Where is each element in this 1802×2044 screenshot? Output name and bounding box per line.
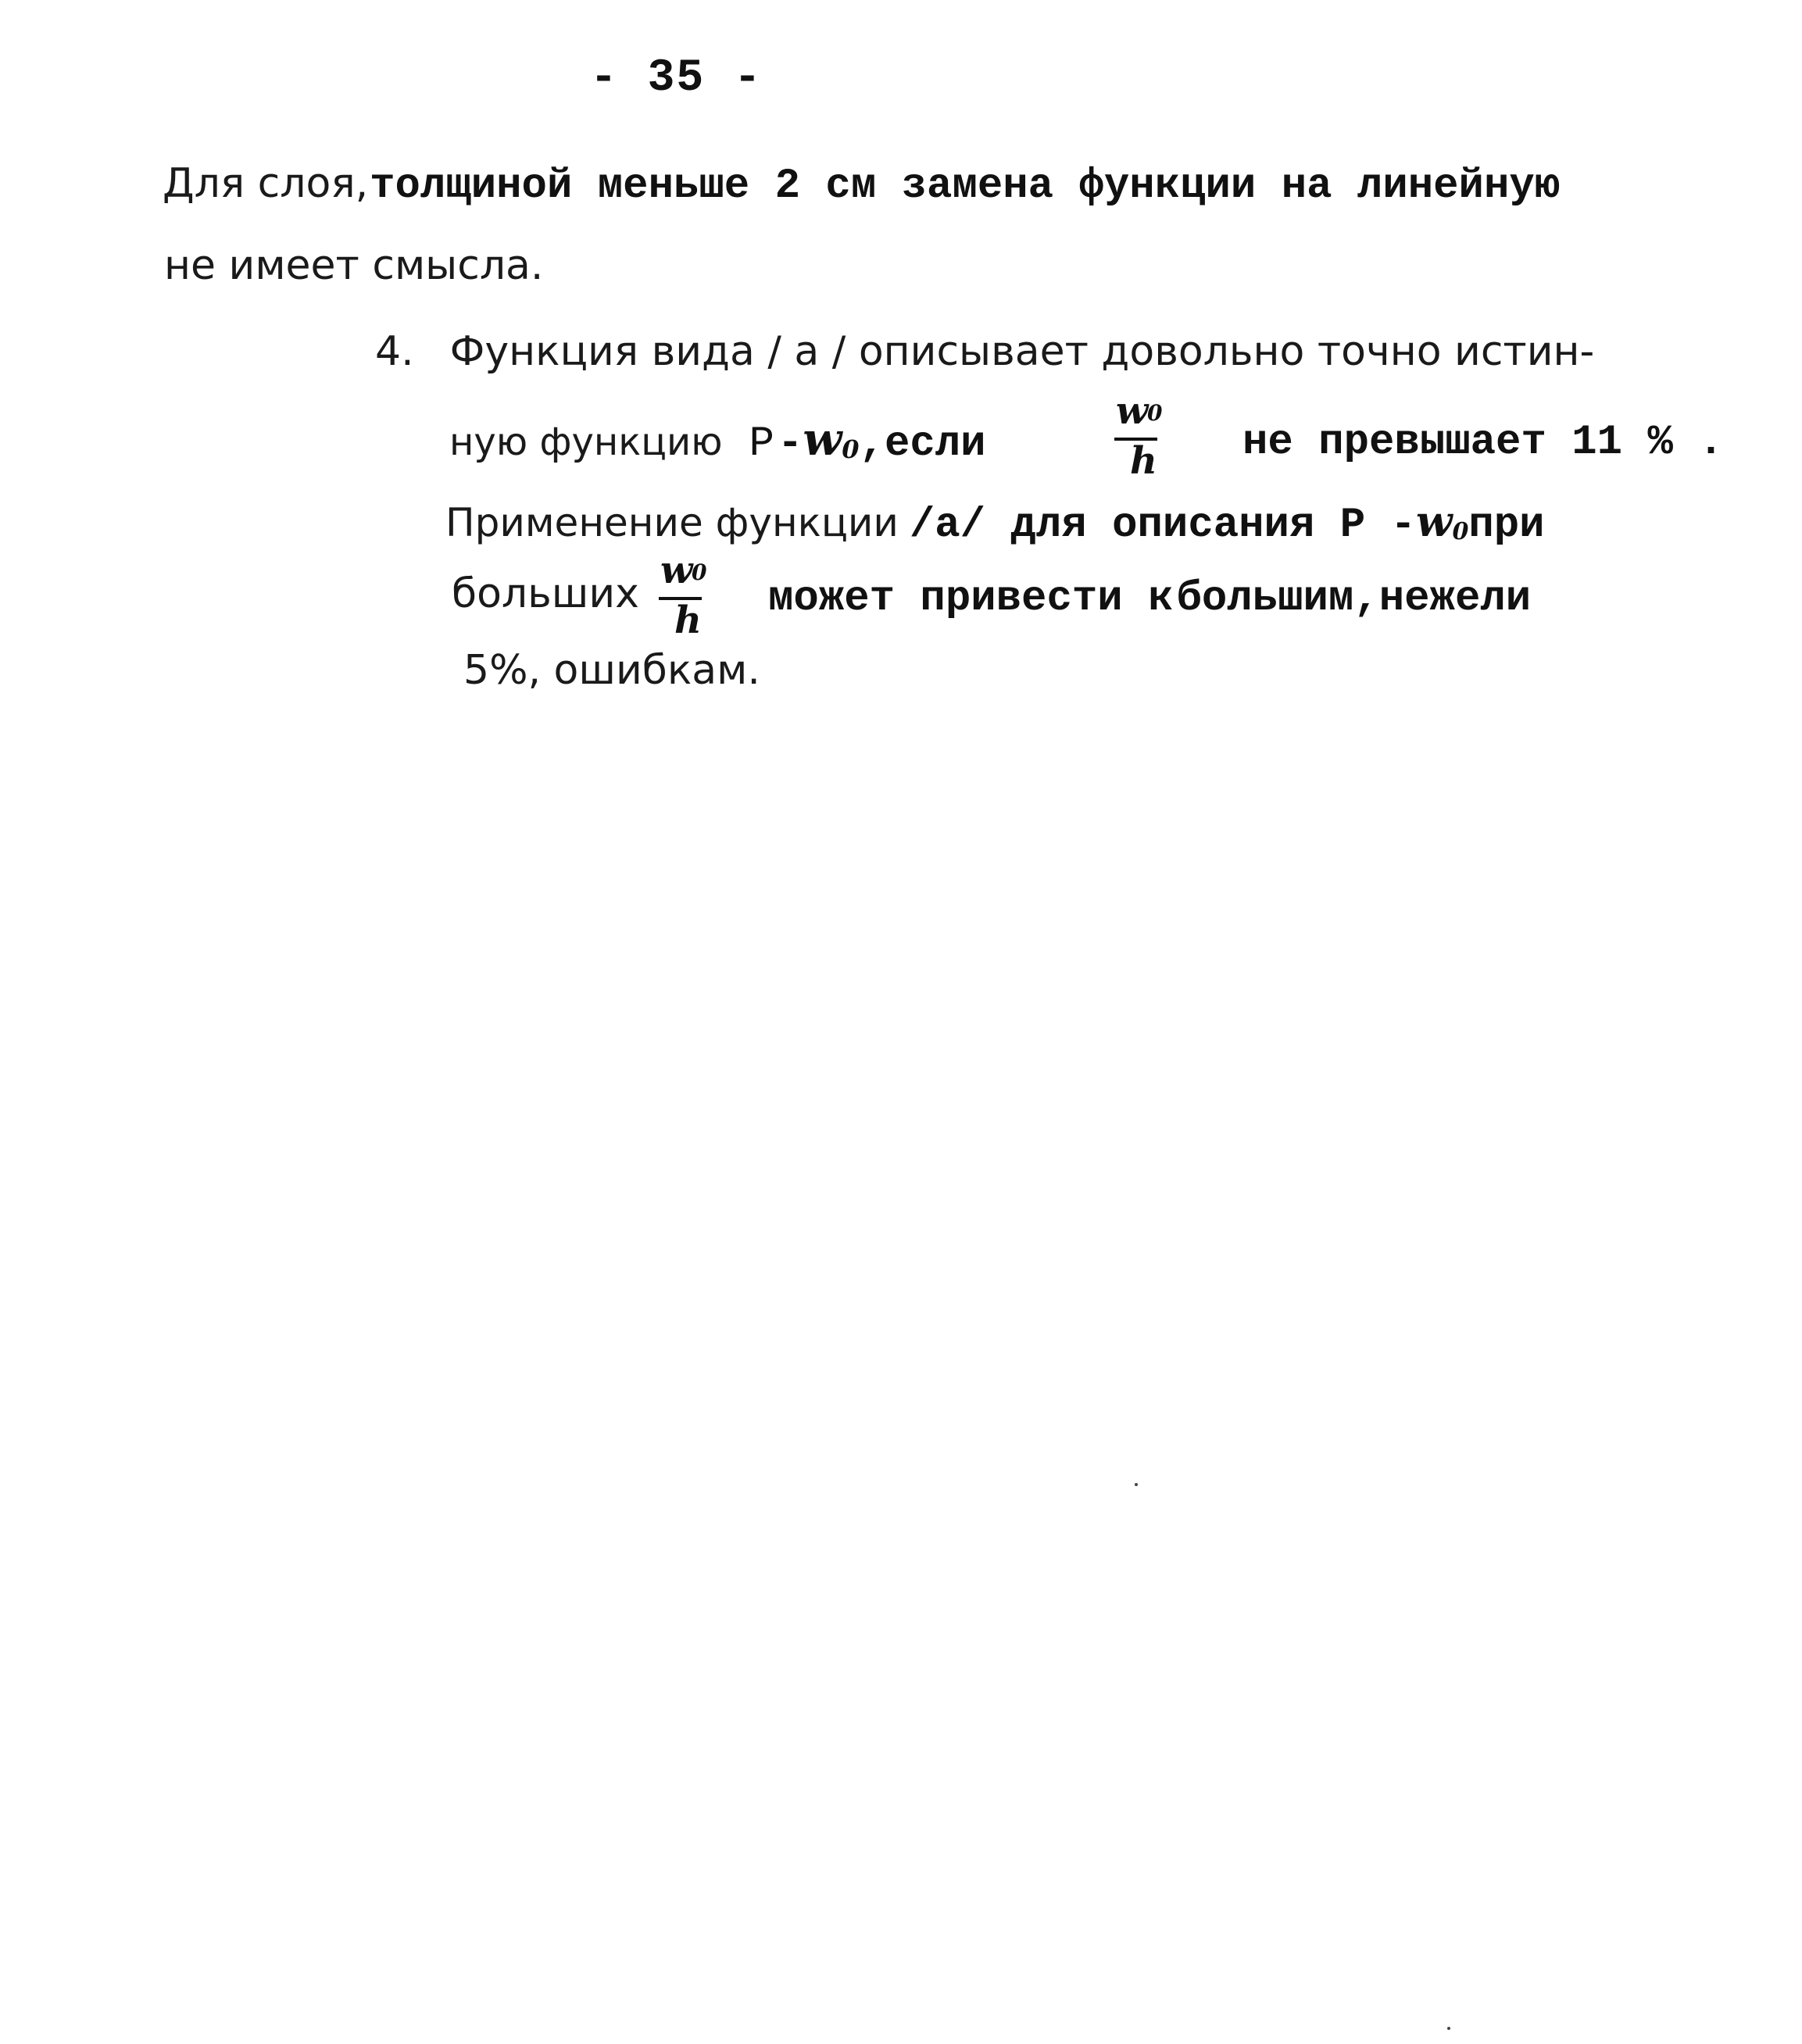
item-4-line-5: [463, 647, 760, 694]
item-4-line-4: [452, 570, 639, 617]
fraction-denominator: h: [674, 599, 702, 642]
text-sans: Для слоя,: [163, 160, 369, 207]
fraction-w0-over-h: [1108, 389, 1194, 491]
item-marker: 4.: [375, 328, 414, 375]
text-typewriter: /а/ для описания P -: [909, 502, 1416, 549]
text-typewriter: при: [1468, 502, 1545, 549]
text-sans: больших: [452, 570, 639, 617]
text-typewriter: не превышает 11 % .: [1242, 419, 1724, 466]
fraction-numerator-sub: 0: [692, 559, 707, 585]
fraction-numerator: w: [1116, 389, 1149, 433]
text-sans: 5%, ошибкам.: [463, 647, 760, 694]
item-4-line-4-rest: [768, 575, 1531, 623]
fraction-numerator: w: [660, 549, 693, 592]
paragraph-1-line-2: [164, 242, 543, 289]
item-4-line-2-rest: [1242, 419, 1724, 466]
symbol-w-sub: 0: [1452, 518, 1469, 546]
fraction-w0-over-h: [653, 549, 738, 650]
fraction-numerator-sub: 0: [1147, 400, 1163, 426]
fraction-denominator: h: [1130, 439, 1157, 483]
paragraph-1-line-1: [163, 160, 1560, 210]
scan-speck: [1447, 2027, 1450, 2030]
text-sans: Функция вида / а / описывает довольно точно истин-: [449, 328, 1595, 375]
symbol-dash: -: [777, 420, 803, 468]
symbol-p: P: [749, 420, 774, 468]
text-sans: ную функцию: [449, 420, 723, 464]
symbol-w: w: [803, 413, 842, 466]
symbol-w-sub: 0: [842, 434, 860, 465]
text-typewriter: ,если: [859, 420, 986, 468]
text-typewriter-bold: большим,нежели: [1176, 575, 1532, 623]
item-4-line-3: [445, 496, 1545, 549]
item-4-line-1: [375, 328, 1594, 375]
item-4-line-2: [449, 413, 986, 468]
text-sans: Применение функции: [445, 500, 899, 545]
text-sans: не имеет смысла.: [164, 242, 544, 289]
text-typewriter: может привести к: [768, 575, 1174, 623]
scan-speck: [1135, 1483, 1138, 1486]
text-typewriter: толщиной меньше 2 см замена функции на линейную: [370, 163, 1561, 210]
symbol-w: w: [1415, 496, 1453, 546]
page-number: - 35 -: [590, 53, 763, 104]
